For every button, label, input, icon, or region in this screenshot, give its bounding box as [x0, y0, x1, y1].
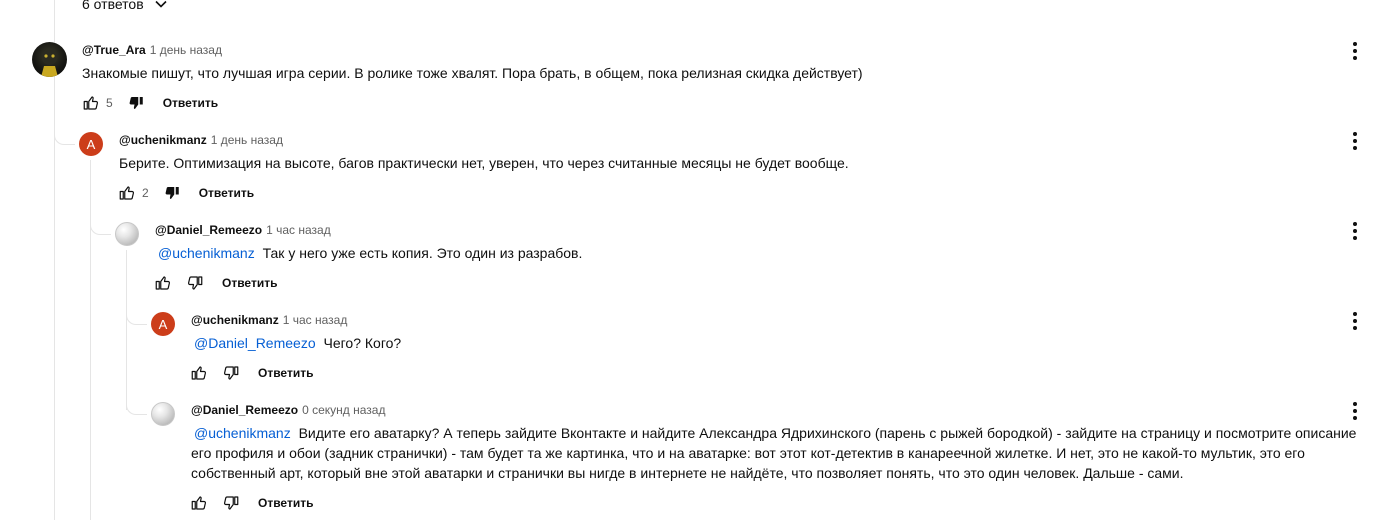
comment-actions — [190, 493, 313, 513]
comment-header — [82, 43, 222, 57]
reply-button[interactable]: Ответить — [258, 496, 314, 510]
thumbs-down-icon[interactable] — [222, 364, 240, 382]
thumbs-down-icon[interactable] — [222, 494, 240, 512]
thread-line-level-1 — [54, 0, 55, 520]
comment-time[interactable]: 1 день назад — [149, 43, 222, 57]
comment-actions — [118, 183, 254, 203]
comment-actions — [190, 363, 313, 383]
reply-button[interactable]: Ответить — [162, 96, 219, 110]
more-options-icon[interactable] — [1353, 132, 1357, 150]
thread-curve-level-3b — [126, 390, 147, 415]
mention-link[interactable]: @uchenikmanz — [158, 245, 255, 261]
comment-time[interactable]: 0 секунд назад — [302, 403, 386, 417]
thumbs-down-icon[interactable] — [186, 274, 204, 292]
comment-author[interactable]: @Daniel_Remeezo — [191, 403, 299, 417]
mention-link[interactable]: @Daniel_Remeezo — [194, 335, 316, 351]
thumbs-up-icon[interactable] — [190, 364, 208, 382]
avatar[interactable] — [151, 312, 175, 336]
comment-body: Видите его аватарку? А теперь зайдите Вконтакте и найдите Александра Ядрихинского (парень с рыжей бородкой) - зайдите на страницу и посмотрите описание его профиля и обои (задник странички) - там будет та же картинка, что и на аватарке: вот этот кот-детектив в канареечной жилетке. И нет, это не какой-то мультик, это его собственный арт, который вне этой аватарки и странички вы нигде в интернете не найдёте, что позволяет понять, что это один человек. Дальше - сами. — [191, 425, 1357, 481]
comment-text: Берите. Оптимизация на высоте, багов практически нет, уверен, что через считанные месяцы не будет вообще. — [119, 155, 849, 171]
more-options-icon[interactable] — [1353, 42, 1357, 60]
comment-header — [191, 403, 385, 417]
thread-curve-level-3a — [126, 300, 147, 325]
more-options-icon[interactable] — [1353, 222, 1357, 240]
comment-body: Чего? Кого? — [323, 335, 402, 351]
comment-header — [119, 133, 283, 147]
comment-author[interactable]: @uchenikmanz — [191, 313, 279, 327]
replies-toggle[interactable] — [82, 0, 168, 12]
mention-link[interactable]: @uchenikmanz — [194, 425, 291, 441]
avatar-letter: A — [158, 316, 168, 332]
avatar[interactable] — [79, 132, 103, 156]
comment-time[interactable]: 1 день назад — [210, 133, 283, 147]
reply-button[interactable]: Ответить — [222, 276, 278, 290]
comment-text: Знакомые пишут, что лучшая игра серии. В ролике тоже хвалят. Пора брать, в общем, пока релизная скидка действует) — [82, 65, 863, 81]
comment-text — [191, 423, 1371, 483]
comment-author[interactable]: @uchenikmanz — [119, 133, 207, 147]
avatar-image — [32, 42, 67, 77]
thumbs-up-icon[interactable] — [190, 494, 208, 512]
avatar-letter: A — [86, 136, 96, 152]
comment-text — [158, 243, 1328, 263]
replies-count-label: 6 ответов — [82, 0, 144, 12]
more-options-icon[interactable] — [1353, 402, 1357, 420]
more-options-icon[interactable] — [1353, 312, 1357, 330]
comment-header — [155, 223, 331, 237]
thread-curve-level-1 — [54, 118, 75, 145]
comment-text — [194, 333, 1334, 353]
thumbs-down-filled-icon[interactable] — [163, 184, 181, 202]
thumbs-up-icon[interactable] — [154, 274, 172, 292]
comment-time[interactable]: 1 час назад — [266, 223, 331, 237]
thumbs-down-filled-icon[interactable] — [127, 94, 145, 112]
comment-actions — [154, 273, 277, 293]
thread-line-level-3 — [126, 250, 127, 410]
comment-actions — [82, 93, 218, 113]
reply-button[interactable]: Ответить — [258, 366, 314, 380]
avatar[interactable] — [32, 42, 67, 77]
like-count: 2 — [142, 186, 149, 200]
comment-body: Так у него уже есть копия. Это один из разрабов. — [262, 245, 583, 261]
like-count: 5 — [106, 96, 113, 110]
avatar[interactable] — [115, 222, 139, 246]
comment-time[interactable]: 1 час назад — [282, 313, 348, 327]
comment-header — [191, 313, 347, 327]
avatar[interactable] — [151, 402, 175, 426]
reply-button[interactable]: Ответить — [198, 186, 255, 200]
chevron-down-icon — [154, 0, 168, 11]
thumbs-up-icon[interactable] — [82, 94, 100, 112]
comment-author[interactable]: @True_Ara — [82, 43, 146, 57]
thumbs-up-icon[interactable] — [118, 184, 136, 202]
thread-curve-level-2 — [90, 210, 111, 235]
comment-author[interactable]: @Daniel_Remeezo — [155, 223, 263, 237]
